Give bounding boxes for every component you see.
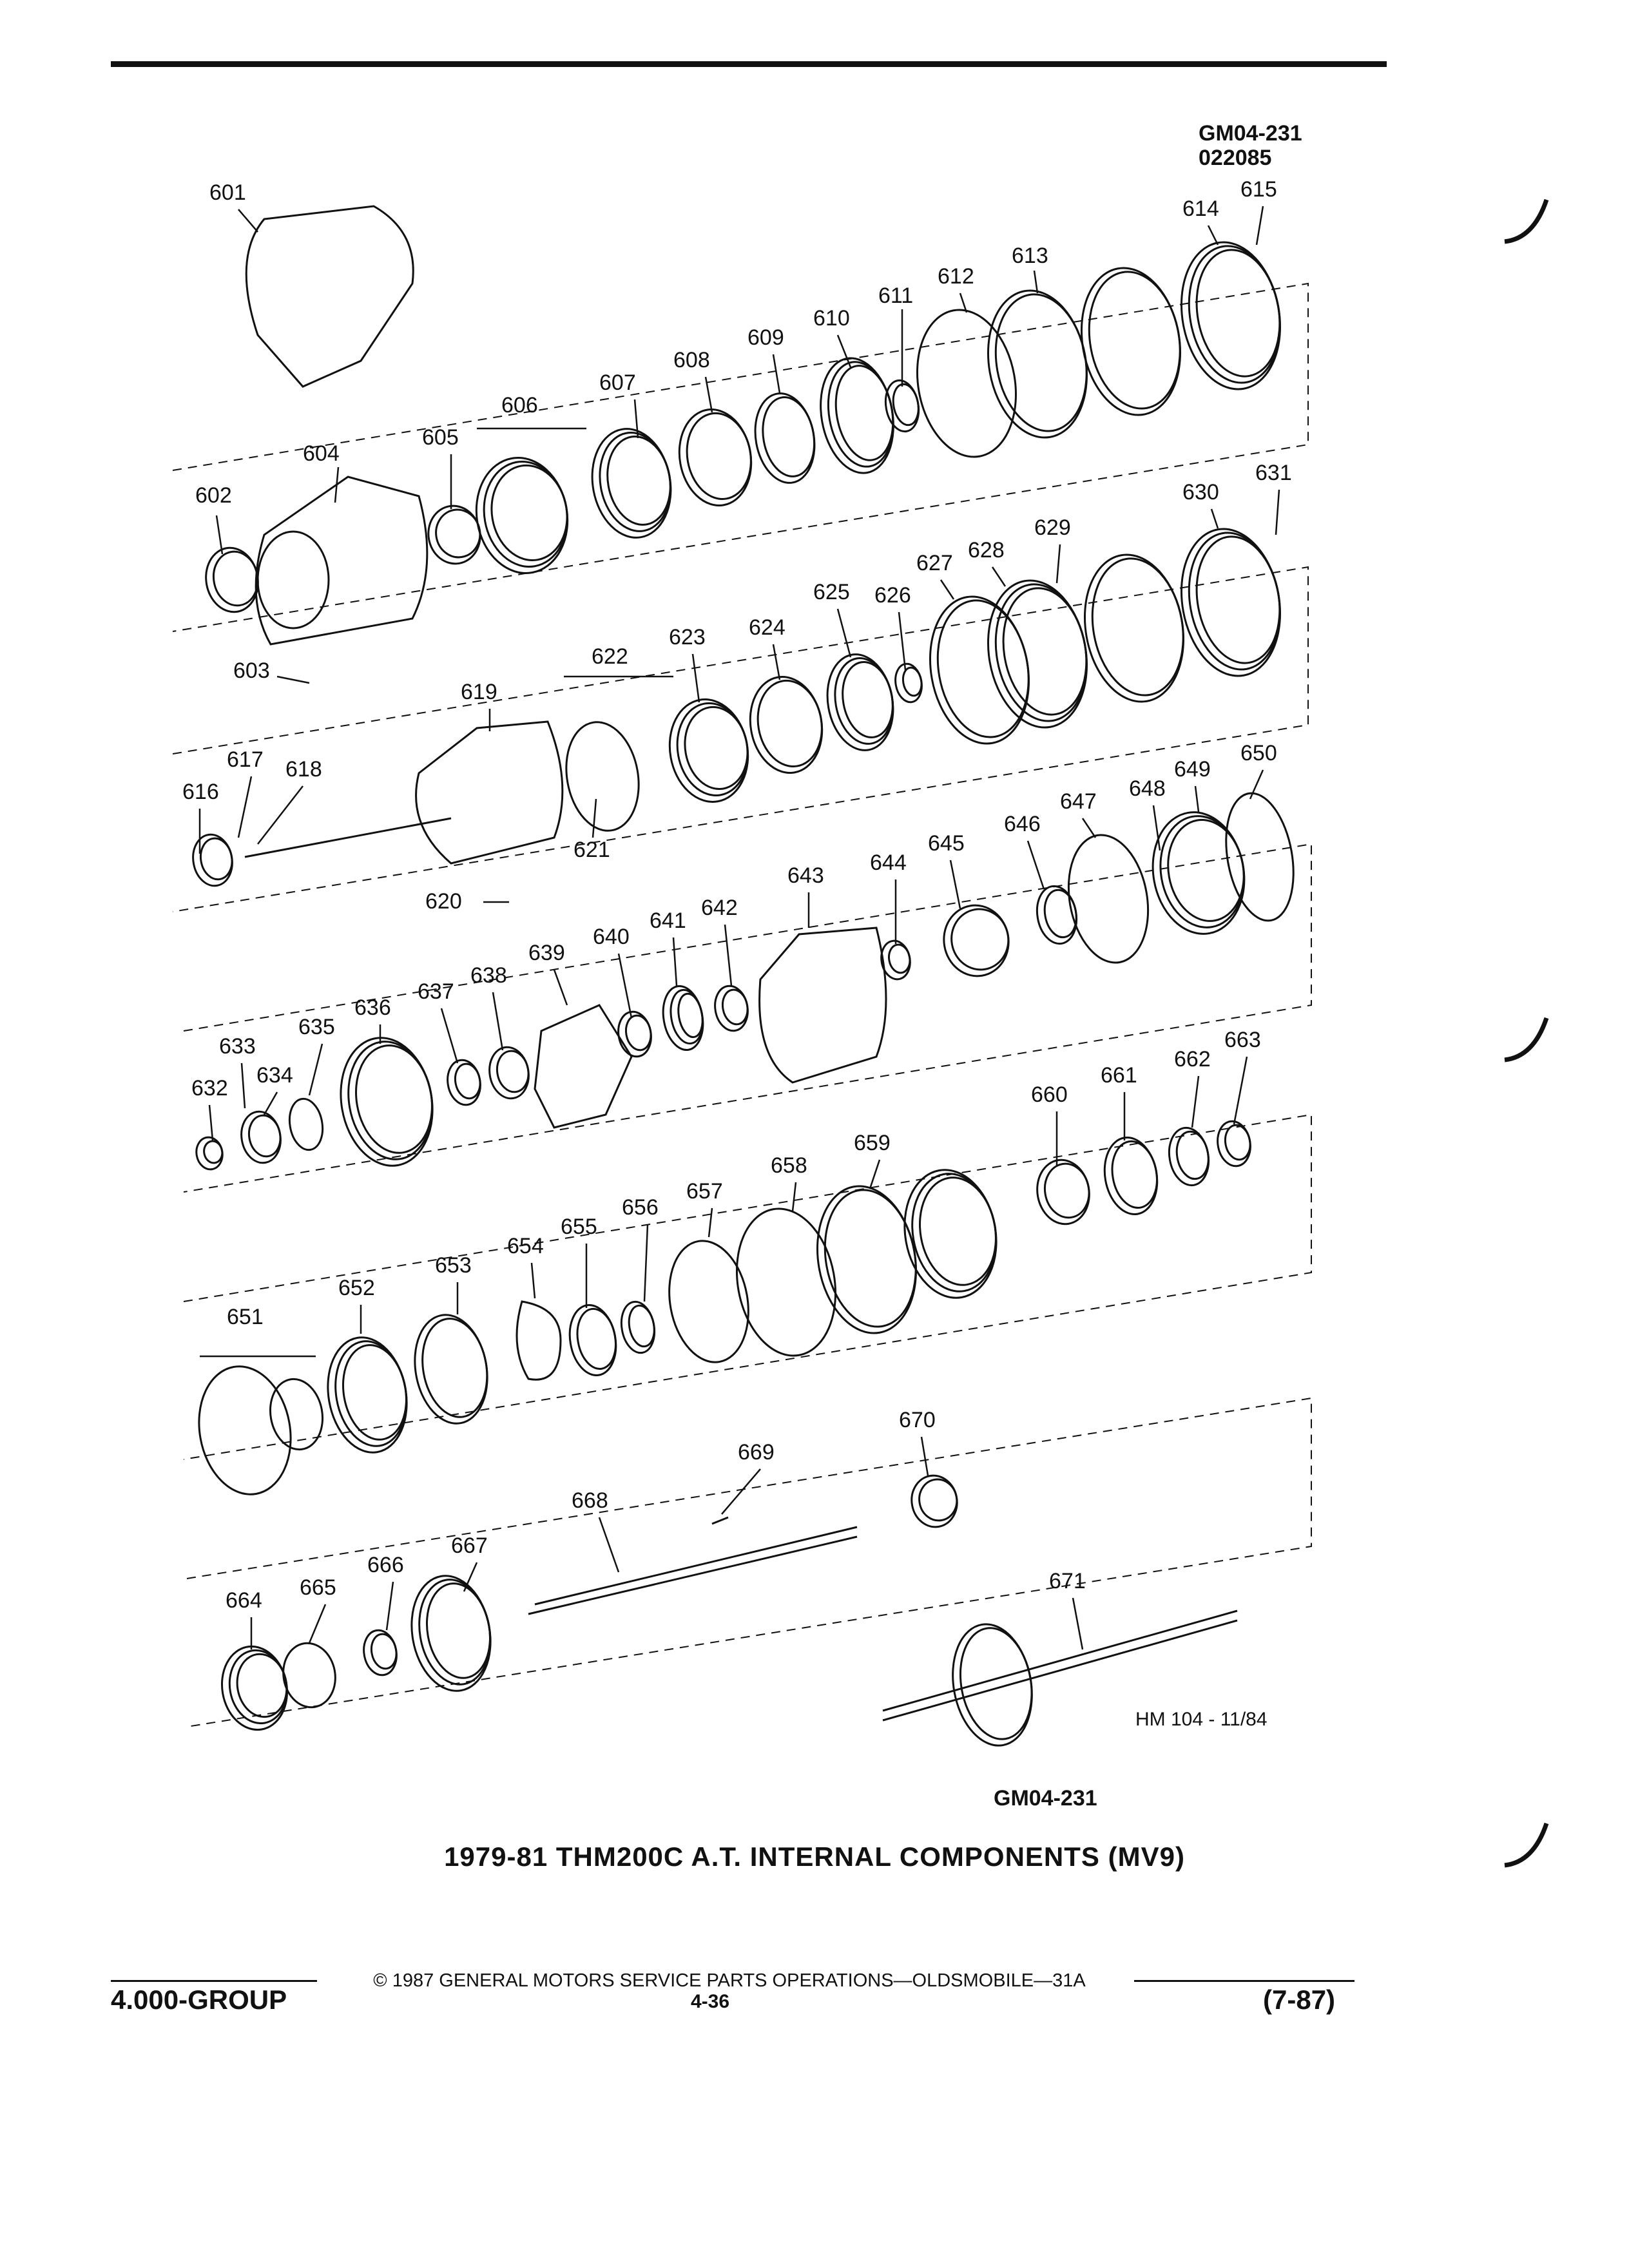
leader-line: [1208, 226, 1218, 245]
leader-line: [773, 354, 780, 393]
callout-label: 643: [787, 863, 824, 888]
output-shaft-671: [883, 1620, 1237, 1720]
callout-label: 602: [195, 483, 232, 508]
callout-label: 651: [227, 1305, 264, 1329]
plate-627: [927, 593, 1039, 745]
callout-label: 661: [1101, 1063, 1137, 1088]
spring-654: [517, 1302, 561, 1379]
shell-643: [760, 928, 886, 1082]
leader-line: [242, 1063, 245, 1108]
callout-label: 635: [298, 1015, 335, 1039]
callout-label: 646: [1004, 812, 1041, 836]
document-id: GM04-231: [1199, 121, 1302, 146]
callout-label: 618: [285, 757, 322, 782]
leader-line: [709, 1208, 712, 1237]
leader-line: [1195, 786, 1199, 812]
callout-label: 647: [1060, 789, 1097, 814]
callout-label: 642: [701, 896, 738, 920]
leader-line: [277, 677, 309, 683]
footer-group: 4.000-GROUP: [111, 1984, 287, 2015]
callout-label: 610: [813, 306, 850, 331]
footer-revision: (7-87): [1263, 1984, 1336, 2015]
plate-659: [806, 1178, 927, 1341]
piston-652: [319, 1331, 415, 1459]
plate-627: [919, 589, 1040, 752]
leader-line: [238, 776, 251, 838]
output-shaft-671-edge: [883, 1611, 1237, 1711]
ring-634: [238, 1108, 285, 1166]
callout-label: 636: [354, 995, 391, 1020]
row-frame: [173, 567, 1308, 912]
callout-label: 634: [256, 1063, 293, 1088]
carrier-639: [535, 1005, 631, 1128]
callout-label: 656: [622, 1195, 659, 1220]
callout-label: 615: [1240, 177, 1277, 202]
callout-label: 641: [650, 908, 686, 933]
callout-label: 632: [191, 1076, 228, 1100]
gear-667: [403, 1570, 499, 1697]
plate-614: [1070, 260, 1191, 423]
piston-652: [327, 1336, 414, 1452]
callout-label: 652: [338, 1276, 375, 1300]
callout-label: 648: [1129, 776, 1166, 801]
washer-632: [194, 1135, 225, 1171]
callout-label: 617: [227, 747, 264, 772]
callout-label: 668: [572, 1488, 608, 1513]
plate-612: [906, 302, 1027, 465]
leader-line: [1028, 841, 1044, 889]
gear-671: [943, 1618, 1041, 1752]
ring-665: [278, 1639, 340, 1711]
plate-628: [985, 577, 1097, 729]
leader-line: [838, 335, 851, 367]
snapring-647: [1059, 829, 1158, 969]
callout-label: 626: [874, 583, 911, 608]
callout-label: 607: [599, 370, 636, 395]
figure-title: 1979-81 THM200C A.T. INTERNAL COMPONENTS (MV9): [444, 1841, 1185, 1872]
callout-label: 606: [501, 393, 538, 418]
callout-label: 649: [1174, 757, 1211, 782]
callout-label: 605: [422, 425, 459, 450]
callout-label: 629: [1034, 515, 1071, 540]
leader-line: [238, 209, 258, 232]
leader-line: [554, 970, 567, 1005]
leader-line: [209, 1105, 213, 1140]
plate-613: [977, 283, 1098, 446]
leader-line: [838, 609, 851, 657]
leader-line: [950, 860, 960, 908]
callout-label: 654: [507, 1234, 544, 1258]
ring-616: [189, 831, 236, 889]
leader-line: [644, 1224, 648, 1302]
callout-label: 637: [418, 979, 454, 1004]
leader-line: [387, 1582, 393, 1630]
drum-636: [340, 1035, 441, 1166]
figure-id: GM04-231: [994, 1786, 1097, 1811]
band-601: [246, 206, 413, 387]
ring-608: [672, 404, 758, 512]
callout-label: 659: [854, 1131, 891, 1155]
leader-line: [441, 1008, 458, 1063]
illustration-reference: HM 104 - 11/84: [1135, 1709, 1268, 1730]
ring-656: [617, 1299, 658, 1355]
callout-label: 655: [561, 1215, 597, 1239]
housing-604-bore: [258, 532, 329, 628]
leader-line: [309, 1044, 322, 1095]
callout-label: 660: [1031, 1082, 1068, 1107]
callout-label: 625: [813, 580, 850, 604]
callout-label: 609: [747, 325, 784, 350]
leader-line: [1211, 509, 1218, 528]
callout-label: 657: [686, 1179, 723, 1204]
callout-label: 638: [470, 963, 507, 988]
callout-label: 671: [1049, 1569, 1086, 1593]
drum-649: [1152, 809, 1253, 934]
leader-line: [921, 1437, 928, 1475]
gear-641: [675, 992, 706, 1039]
callout-label: 621: [574, 838, 610, 862]
seal-651a: [189, 1359, 301, 1501]
bushing-670: [908, 1472, 961, 1531]
callout-label: 664: [226, 1588, 262, 1613]
callout-label: 620: [425, 889, 462, 914]
callout-label: 633: [219, 1034, 256, 1059]
callout-label: 667: [451, 1533, 488, 1558]
leader-line: [793, 1182, 796, 1211]
callout-label: 639: [528, 941, 565, 965]
plate-659: [815, 1183, 926, 1334]
leader-line: [941, 580, 954, 599]
plate-613: [985, 287, 1097, 439]
leader-line: [619, 954, 631, 1018]
callout-label: 669: [738, 1440, 775, 1465]
plate-657: [660, 1235, 757, 1369]
callout-label: 662: [1174, 1047, 1211, 1072]
callout-label: 665: [300, 1575, 336, 1600]
binder-tick-mark: [1501, 1817, 1553, 1875]
callout-label: 627: [916, 551, 953, 575]
leader-line: [309, 1604, 325, 1643]
sprag-610: [820, 357, 901, 472]
gear-671: [952, 1622, 1040, 1745]
callout-label: 658: [771, 1153, 807, 1178]
gear-645: [947, 905, 1013, 974]
leader-line: [1192, 1076, 1199, 1128]
leader-line: [264, 1092, 277, 1115]
leader-line: [1057, 544, 1060, 583]
plate-630: [1082, 552, 1193, 703]
leader-line: [992, 567, 1005, 586]
drum-619: [416, 722, 563, 863]
leader-line: [599, 1517, 619, 1572]
leader-line: [725, 925, 731, 986]
callout-label: 644: [870, 850, 907, 875]
binder-tick-mark: [1501, 193, 1553, 251]
leader-line: [1034, 271, 1037, 293]
binder-tick-mark: [1501, 1012, 1553, 1070]
gear-667: [411, 1574, 498, 1690]
gear-641: [659, 983, 708, 1053]
hub-625: [820, 649, 901, 755]
callout-label: 666: [367, 1553, 404, 1577]
leader-line: [1083, 818, 1095, 838]
leader-line: [532, 1263, 535, 1298]
shaft-668: [528, 1537, 857, 1614]
piston-623: [662, 693, 756, 808]
ring-662: [1165, 1124, 1213, 1188]
footer-copyright: © 1987 GENERAL MOTORS SERVICE PARTS OPERATIONS—OLDSMOBILE—31A: [373, 1970, 1086, 1991]
ring-624: [743, 671, 829, 779]
ring-646: [1033, 883, 1081, 947]
leader-line: [693, 654, 699, 702]
plate-630: [1074, 547, 1195, 710]
callout-label: 663: [1224, 1028, 1261, 1052]
plate-659b: [895, 1162, 1007, 1305]
plate-631: [1179, 526, 1290, 677]
ring-653: [407, 1309, 496, 1430]
callout-label: 640: [593, 925, 630, 949]
document-code: 022085: [1199, 146, 1272, 170]
leader-line: [258, 786, 303, 844]
ring-635: [285, 1096, 326, 1152]
callout-label: 670: [899, 1408, 936, 1432]
callout-label: 624: [749, 615, 786, 640]
leader-line: [1073, 1598, 1083, 1649]
shaft-618: [245, 818, 451, 857]
callout-label: 603: [233, 658, 270, 683]
plate-659b: [903, 1167, 1005, 1298]
bearing-638: [486, 1044, 533, 1101]
leader-line: [899, 612, 905, 670]
callout-label: 616: [182, 780, 219, 804]
leader-line: [593, 799, 596, 838]
leader-line: [673, 937, 677, 986]
callout-label: 614: [1182, 197, 1219, 221]
callout-label: 650: [1240, 741, 1277, 765]
leader-line: [1257, 206, 1263, 245]
row-frame: [173, 284, 1308, 631]
ring-653: [415, 1314, 494, 1423]
plate-614: [1079, 265, 1190, 416]
callout-label: 611: [878, 284, 914, 308]
plate-615: [1179, 239, 1290, 390]
leader-line: [1234, 1057, 1247, 1124]
footer-page-number: 4-36: [691, 1991, 730, 2012]
callout-label: 613: [1012, 244, 1048, 268]
callout-label: 653: [435, 1253, 472, 1278]
callout-label: 608: [673, 348, 710, 372]
callout-label: 604: [303, 441, 340, 466]
clip-669: [712, 1517, 728, 1524]
footer-rule-right: [1134, 1980, 1354, 1982]
callout-label: 612: [938, 264, 974, 289]
leader-line: [870, 1160, 880, 1189]
callout-label: 628: [968, 538, 1005, 562]
callout-label: 645: [928, 831, 965, 856]
callout-label: 631: [1255, 461, 1292, 485]
leader-line: [773, 644, 780, 680]
ring-626: [901, 666, 923, 697]
shaft-668-edge: [535, 1527, 857, 1604]
callout-label: 601: [209, 180, 246, 205]
callout-label: 619: [461, 680, 497, 704]
leader-line: [493, 992, 503, 1050]
race-609: [749, 389, 822, 488]
piston-607: [584, 423, 679, 544]
leader-line: [1276, 490, 1279, 535]
leader-line: [217, 515, 222, 554]
callout-label: 622: [592, 644, 628, 669]
seal-622: [558, 716, 647, 837]
housing-604: [256, 477, 427, 644]
callout-label: 623: [669, 625, 706, 649]
callout-label: 630: [1182, 480, 1219, 505]
